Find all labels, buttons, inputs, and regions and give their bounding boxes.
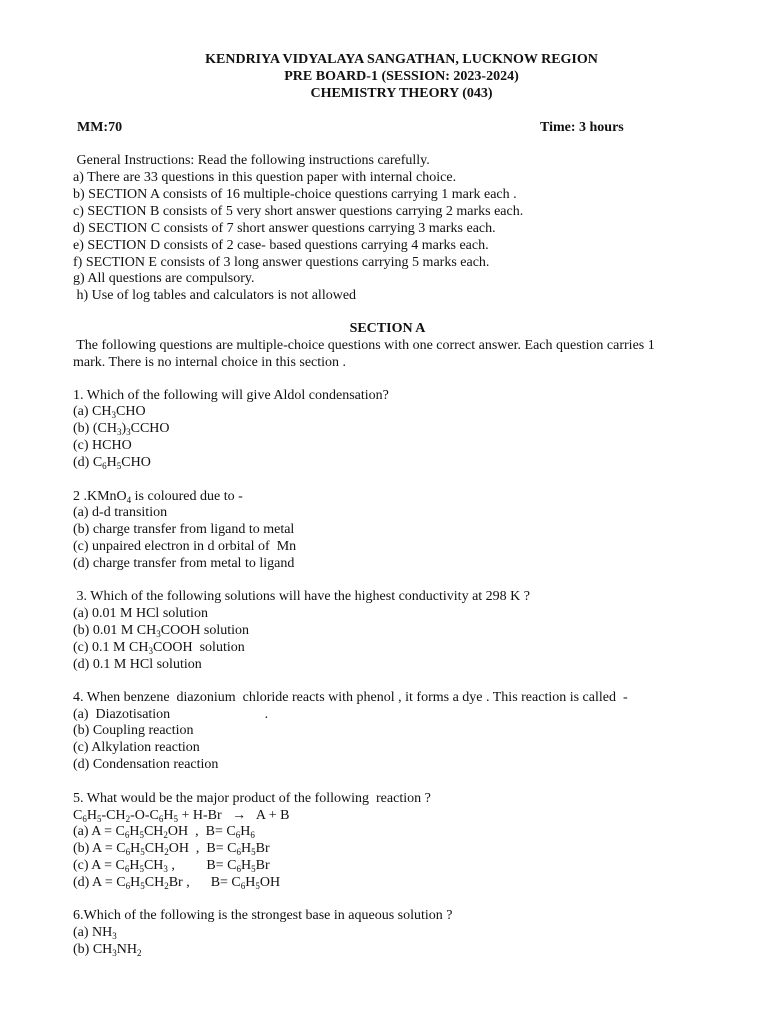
q1-option-c: (c) HCHO (73, 438, 132, 453)
q1-option-a: (a) $CH_3CHO$ (73, 404, 146, 420)
q2-option-c: (c) unpaired electron in d orbital of Mn (73, 539, 297, 554)
instruction-item: e) SECTION D consists of 2 case- based questions carrying 4 marks each. (73, 238, 489, 253)
question-5: 5. What would be the major product of the following reaction ? (73, 791, 431, 806)
q3-option-a: (a) 0.01 M HCl solution (73, 606, 208, 621)
q4-option-a: (a) Diazotisation . (73, 707, 269, 722)
instruction-item: d) SECTION C consists of 7 short answer questions carrying 3 marks each. (73, 221, 496, 236)
q5-option-c: (c) $A = C_6H_5CH_3$ , $B= C_6H_5Br$ (73, 858, 270, 874)
q5-reaction: $C_6H_5-CH_2-O-C_6H_5 + H-Br \to A + B$ (73, 808, 290, 824)
right-arrow-icon: → (232, 808, 247, 823)
q1-option-d: (d) $C_6H_5CHO$ (73, 455, 151, 471)
instruction-item: g) All questions are compulsory. (73, 271, 255, 286)
section-a-intro: The following questions are multiple-choice questions with one correct answer. Each question carries 1 (73, 338, 655, 353)
q3-option-d: (d) 0.1 M HCl solution (73, 657, 202, 672)
instruction-item: b) SECTION A consists of 16 multiple-choice questions carrying 1 mark each . (73, 187, 517, 202)
max-marks: MM:70 (77, 120, 123, 135)
time-allowed: Time: 3 hours (540, 120, 624, 135)
question-1: 1. Which of the following will give Aldol condensation? (73, 388, 389, 403)
q1-option-b: (b) $(CH_3)_3CCHO$ (73, 421, 170, 437)
q4-option-b: (b) Coupling reaction (73, 723, 194, 738)
q2-option-b: (b) charge transfer from ligand to metal (73, 522, 295, 537)
question-2: 2 .KMnO$_4$ is coloured due to - (73, 489, 243, 505)
q3-option-c: (c) 0.1 M $CH_3COOH$ solution (73, 640, 245, 656)
exam-title: PRE BOARD-1 (SESSION: 2023-2024) (284, 69, 519, 84)
subject-title: CHEMISTRY THEORY (043) (310, 86, 493, 101)
instruction-item: h) Use of log tables and calculators is not allowed (73, 288, 357, 303)
q2-option-a: (a) d-d transition (73, 505, 168, 520)
instruction-item: a) There are 33 questions in this question paper with internal choice. (73, 170, 457, 185)
question-6: 6.Which of the following is the strongest base in aqueous solution ? (73, 908, 453, 923)
instructions-heading: General Instructions: Read the following instructions carefully. (73, 153, 430, 168)
q4-option-d: (d) Condensation reaction (73, 757, 219, 772)
section-a-intro: mark. There is no internal choice in this section . (73, 355, 347, 370)
q4-option-c: (c) Alkylation reaction (73, 740, 200, 755)
q6-option-b: (b) $CH_3NH_2$ (73, 942, 142, 958)
q5-option-d: (d) $A = C_6H_5CH_2Br$ , $B= C_6H_5OH$ (73, 875, 281, 891)
instruction-item: c) SECTION B consists of 5 very short answer questions carrying 2 marks each. (73, 204, 524, 219)
section-a-title: SECTION A (349, 321, 426, 336)
q5-option-b: (b) $A = C_6H_5CH_2OH$ , $B= C_6H_5Br$ (73, 841, 270, 857)
question-3: 3. Which of the following solutions will have the highest conductivity at 298 K ? (73, 589, 531, 604)
q6-option-a: (a) $NH_3$ (73, 925, 117, 941)
q5-option-a: (a) $A = C_6H_5CH_2OH$ , $B= C_6H_6$ (73, 824, 255, 840)
question-4: 4. When benzene diazonium chloride reacts with phenol , it forms a dye . This reaction is called - (73, 690, 628, 705)
instruction-item: f) SECTION E consists of 3 long answer questions carrying 5 marks each. (73, 255, 490, 270)
school-title: KENDRIYA VIDYALAYA SANGATHAN, LUCKNOW REGION (205, 52, 598, 67)
q2-option-d: (d) charge transfer from metal to ligand (73, 556, 295, 571)
q3-option-b: (b) 0.01 M $CH_3COOH$ solution (73, 623, 250, 639)
